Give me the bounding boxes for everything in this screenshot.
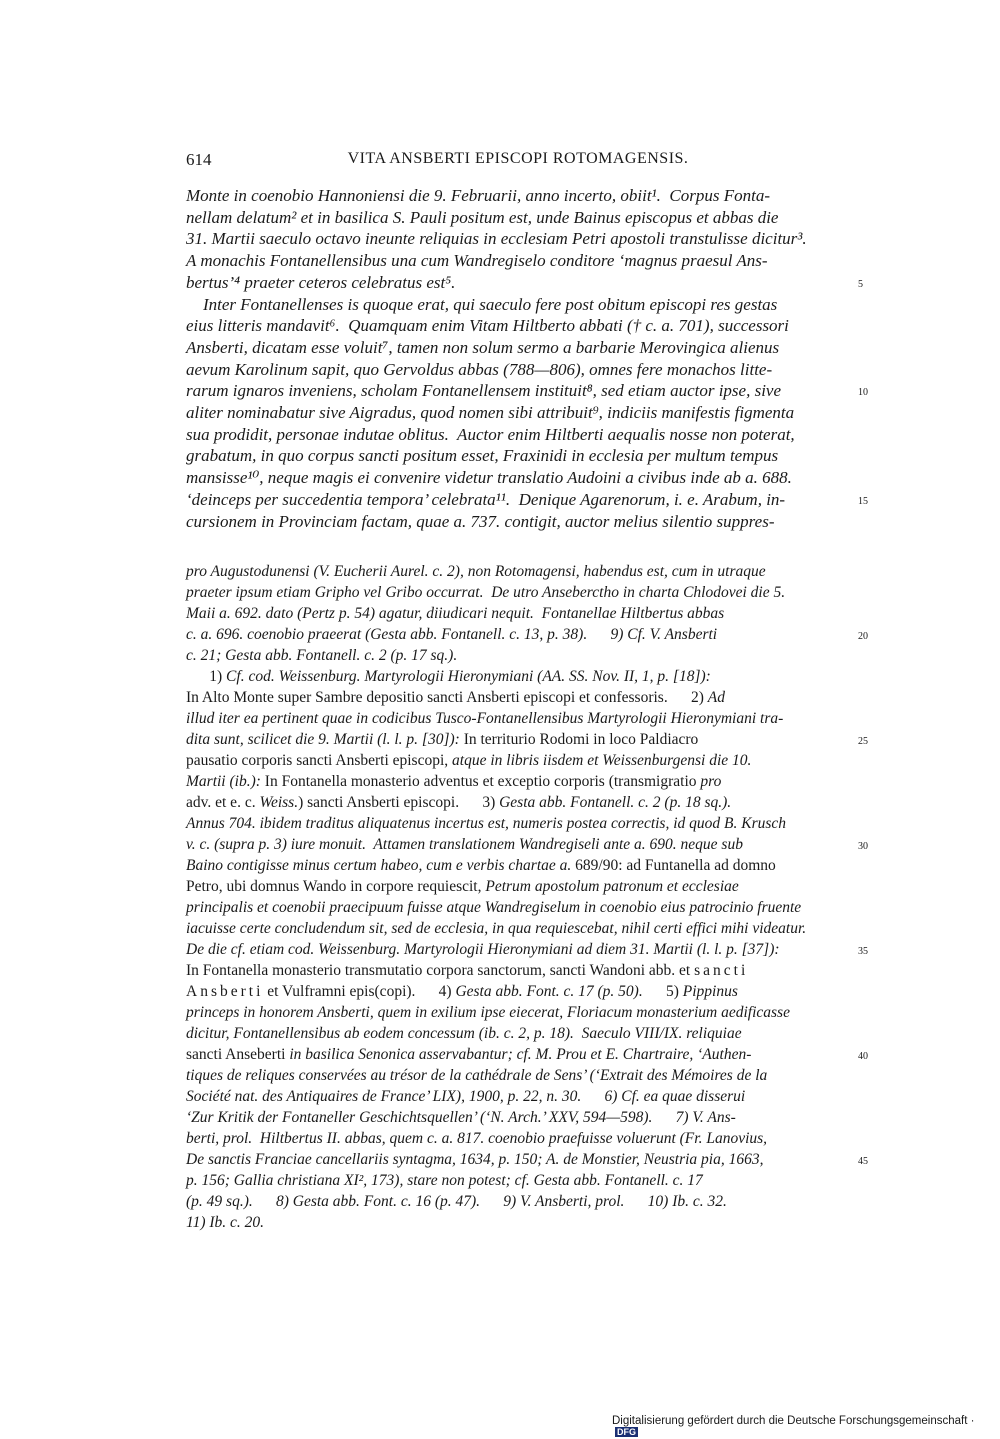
line-number: 25 — [858, 736, 868, 747]
text-segment: mansisse¹⁰, neque magis ei convenire videtur translatio Audoini a civibus inde ab a. 688. — [186, 468, 792, 488]
footnote-line — [186, 1214, 850, 1232]
main-text-line — [186, 360, 850, 380]
footnote-line — [186, 941, 850, 959]
text-segment: pro Augustodunensi (V. Eucherii Aurel. c. 2), non Rotomagensi, habendus est, cum in utraque — [186, 563, 766, 580]
text-segment: p. 156; Gallia christiana XI², 173), stare non potest; cf. Gesta abb. Fontanell. c. 17 — [186, 1172, 703, 1189]
text-segment: tiques de reliques conservées au trésor de la cathédrale de Sens’ (‘Extrait des Mémoires de la — [186, 1067, 768, 1084]
main-text-line — [186, 381, 850, 401]
footnote-line — [186, 1088, 850, 1106]
text-segment: aliter nominabatur sive Aigradus, quod nomen sibi attribuit⁹, indiciis manifestis figmenta — [186, 403, 795, 422]
line-number: 40 — [858, 1051, 868, 1062]
text-segment: Petrum apostolum patronum et ecclesiae — [485, 878, 739, 895]
text-segment: Martii (ib.): — [186, 773, 265, 790]
main-text-line — [186, 295, 850, 315]
main-text-line — [186, 425, 850, 445]
text-segment: A monachis Fontanellensibus una cum Wandregiselo conditore ‘magnus praesul Ans- — [186, 251, 768, 271]
text-segment: princeps in honorem Ansberti, quem in exilium ipse eiecerat, Floriacum monasterium aedificasse — [186, 1004, 790, 1021]
footnote-line — [186, 1004, 850, 1022]
text-segment: Ansberti, dicatam esse voluit⁷, tamen non solum sermo a barbarie Merovingica alienus — [186, 337, 780, 357]
main-text-line — [186, 251, 850, 271]
text-segment: Annus 704. ibidem traditus aliquatenus incertus est, numeris postea correctis, id quod B. Krusch — [186, 815, 787, 832]
text-segment: nellam delatum² et in basilica S. Pauli positum est, unde Bainus episcopus et abbas die — [186, 207, 779, 227]
footnote-line — [186, 605, 850, 623]
footnote-line — [186, 731, 850, 749]
text-segment: in basilica Senonica asservabantur; cf. M. Prou et E. Chartraire, ‘Authen- — [289, 1046, 752, 1063]
dfg-logo: DFG — [617, 1427, 636, 1437]
footnote-line — [186, 584, 850, 602]
text-segment: Ad — [707, 689, 725, 706]
text-segment: De sanctis Franciae cancellariis syntagma, 1634, p. 150; A. de Monstier, Neustria pia, 1663, — [186, 1151, 764, 1168]
footnote-line — [186, 962, 850, 980]
footnote-line — [186, 899, 850, 917]
text-segment: ‘deinceps per succedentia tempora’ celebrata¹¹. Denique Agarenorum, i. e. Arabum, in- — [186, 489, 786, 509]
main-text-line — [186, 403, 850, 423]
text-segment: et Vulframni epis(copi). 4) — [263, 983, 456, 1000]
line-number: 20 — [858, 631, 868, 642]
text-segment: Monte in coenobio Hannoniensi die 9. Februarii, anno incerto, obiit¹. Corpus Fonta- — [186, 186, 770, 205]
text-segment: pausatio corporis sancti Ansberti episcopi, — [186, 752, 453, 769]
main-text-line — [186, 490, 850, 510]
text-segment: Ansberti — [186, 983, 264, 1000]
footnote-line — [186, 1046, 850, 1064]
text-segment: Pippinus — [682, 983, 738, 1000]
footnote-line — [186, 1130, 850, 1148]
main-text-line — [186, 208, 850, 228]
line-number: 10 — [858, 387, 868, 399]
text-segment: v. c. (supra p. 3) iure monuit. Attamen translationem Wandregiseli ante a. 690. neque sub — [186, 836, 743, 853]
text-segment: berti, prol. Hiltbertus II. abbas, quem c. a. 817. coenobio praefuisse voluerunt (Fr. Lanovius, — [186, 1130, 768, 1147]
text-segment: Petro, ubi domnus Wando in corpore requiescit, — [186, 878, 486, 895]
line-number: 35 — [858, 946, 868, 957]
text-segment: Weiss. — [259, 794, 299, 811]
text-segment: grabatum, in quo corpus sancti positum esset, Fraxinidi in ecclesia per multum tempus — [186, 446, 779, 466]
footnote-line — [186, 1193, 850, 1211]
text-segment: illud iter ea pertinent quae in codicibus Tusco-Fontanellensibus Martyrologii Hieronymiani tra- — [186, 710, 784, 727]
footnote-line — [186, 752, 850, 770]
text-segment: 5) — [642, 983, 683, 1000]
footnote-line — [186, 794, 850, 812]
footnote-line — [186, 815, 850, 833]
text-segment: rarum ignaros inveniens, scholam Fontanellensem instituit⁸, sed etiam auctor ipse, sive — [186, 381, 782, 401]
text-segment: 31. Martii saeculo octavo ineunte reliquias in ecclesiam Petri apostoli transtulisse dicitur³. — [186, 229, 807, 249]
footnote-line — [186, 983, 850, 1001]
text-segment: In Alto Monte super Sambre depositio sancti Ansberti episcopi et confessoris. 2) — [186, 689, 708, 706]
footnote-line — [186, 1109, 850, 1127]
main-text-line — [186, 338, 850, 358]
footnote-line — [186, 836, 850, 854]
text-segment: Société nat. des Antiquaires de France’ LIX), 1900, p. 22, n. 30. 6) Cf. ea quae disserui — [186, 1088, 746, 1105]
footnote-line — [186, 563, 850, 581]
line-number: 5 — [858, 278, 863, 290]
credit-text: Digitalisierung gefördert durch die Deutsche Forschungsgemeinschaft — [612, 1415, 968, 1427]
running-title: VITA ANSBERTI EPISCOPI ROTOMAGENSIS. — [347, 150, 689, 167]
line-number: 15 — [858, 495, 868, 507]
main-text-line — [186, 468, 850, 488]
main-text-line — [186, 186, 850, 206]
text-segment: iacuisse certe concludendum sit, sed de ecclesia, in qua requiescebat, nihil certi effici mihi videatur. — [186, 920, 807, 937]
text-segment: dita sunt, scilicet die 9. Martii (l. l. p. [30]): — [186, 731, 464, 748]
main-text-line — [186, 316, 850, 336]
text-segment: sua prodidit, personae indutae oblitus. Auctor enim Hiltberti aequalis nosse non poterat, — [186, 424, 795, 444]
text-segment: Baino contigisse minus certum habeo, cum e verbis chartae a. — [186, 857, 576, 874]
footnote-line — [186, 710, 850, 728]
footnote-line — [186, 1172, 850, 1190]
text-segment: 11) Ib. c. 20. — [186, 1214, 265, 1231]
footnote-line — [186, 668, 850, 686]
text-segment: dicitur, Fontanellensibus ab eodem concessum (ib. c. 2, p. 18). Saeculo VIII/IX. reliquiae — [186, 1025, 742, 1042]
text-segment: pro — [700, 773, 722, 790]
footnote-line — [186, 1151, 850, 1169]
footnote-line — [186, 647, 850, 665]
digitization-credit: Digitalisierung gefördert durch die Deutsche Forschungsgemeinschaft · DFG — [612, 1415, 975, 1437]
footnote-line — [186, 878, 850, 896]
text-segment: In territurio Rodomi in loco Paldiacro — [463, 731, 699, 748]
text-segment: Cf. cod. Weissenburg. Martyrologii Hieronymiani (AA. SS. Nov. II, 1, p. [18]): — [226, 668, 711, 685]
main-text-line — [186, 229, 850, 249]
text-segment: ) sancti Ansberti episcopi. 3) — [298, 794, 500, 811]
text-segment: 1) — [186, 668, 227, 685]
footnote-line — [186, 857, 850, 875]
text-segment: aevum Karolinum sapit, quo Gervoldus abbas (788—806), omnes fere monachos litte- — [186, 359, 773, 379]
text-segment: cursionem in Provinciam factam, quae a. 737. contigit, auctor melius silentio suppres- — [186, 511, 775, 531]
main-text-line — [186, 512, 850, 532]
text-segment: adv. et e. c. — [186, 794, 260, 811]
text-segment: sancti Anseberti — [186, 1046, 290, 1063]
line-number: 45 — [858, 1156, 868, 1167]
text-segment: praeter ipsum etiam Gripho vel Gribo occurrat. De utro Anseberctho in charta Chlodovei die 5. — [186, 584, 786, 601]
footnote-line — [186, 689, 850, 707]
footnote-line — [186, 920, 850, 938]
text-segment: bertus’⁴ praeter ceteros celebratus est⁵. — [186, 272, 456, 292]
footnote-line — [186, 1025, 850, 1043]
text-segment: c. 21; Gesta abb. Fontanell. c. 2 (p. 17 sq.). — [186, 647, 458, 664]
footnote-line — [186, 773, 850, 791]
page-header — [186, 150, 850, 174]
text-segment: principalis et coenobii praecipuum fuisse atque Wandregiselum in coenobio eius patrocinio fruente — [186, 899, 802, 916]
text-segment: 689/90: ad Funtanella ad domno — [575, 857, 776, 874]
text-segment: De die cf. etiam cod. Weissenburg. Martyrologii Hieronymiani ad diem 31. Martii (l. l. p. [37]): — [186, 941, 780, 958]
main-text-line — [186, 273, 850, 293]
text-segment: (p. 49 sq.). 8) Gesta abb. Font. c. 16 (p. 47). 9) V. Ansberti, prol. 10) Ib. c. 32. — [186, 1193, 727, 1210]
text-segment: Gesta abb. Font. c. 17 (p. 50). — [455, 983, 643, 1000]
text-segment: eius litteris mandavit⁶. Quamquam enim Vitam Hiltberto abbati († c. a. 701), successori — [186, 316, 789, 336]
text-segment: atque in libris iisdem et Weissenburgensi die 10. — [452, 752, 752, 769]
main-text-line — [186, 446, 850, 466]
footnote-line — [186, 1067, 850, 1085]
text-segment: In Fontanella monasterio adventus et exceptio corporis (transmigratio — [264, 773, 701, 790]
text-segment: Gesta abb. Fontanell. c. 2 (p. 18 sq.). — [499, 794, 732, 811]
footnote-line — [186, 626, 850, 644]
text-segment: Maii a. 692. dato (Pertz p. 54) agatur, diiudicari nequit. Fontanellae Hiltbertus abbas — [186, 605, 725, 622]
text-segment: c. a. 696. coenobio praeerat (Gesta abb. Fontanell. c. 13, p. 38). 9) Cf. V. Ansberti — [186, 626, 718, 643]
text-segment: Inter Fontanellenses is quoque erat, qui saeculo fere post obitum episcopi res gestas — [186, 294, 778, 314]
text-segment: sancti — [694, 962, 749, 979]
text-segment: ‘Zur Kritik der Fontaneller Geschichtsquellen’ (‘N. Arch.’ XXV, 594—598). 7) V. Ans- — [186, 1109, 736, 1126]
page-number: 614 — [186, 150, 212, 169]
text-segment: In Fontanella monasterio transmutatio corpora sanctorum, sancti Wandoni abb. et — [186, 962, 695, 979]
line-number: 30 — [858, 841, 868, 852]
